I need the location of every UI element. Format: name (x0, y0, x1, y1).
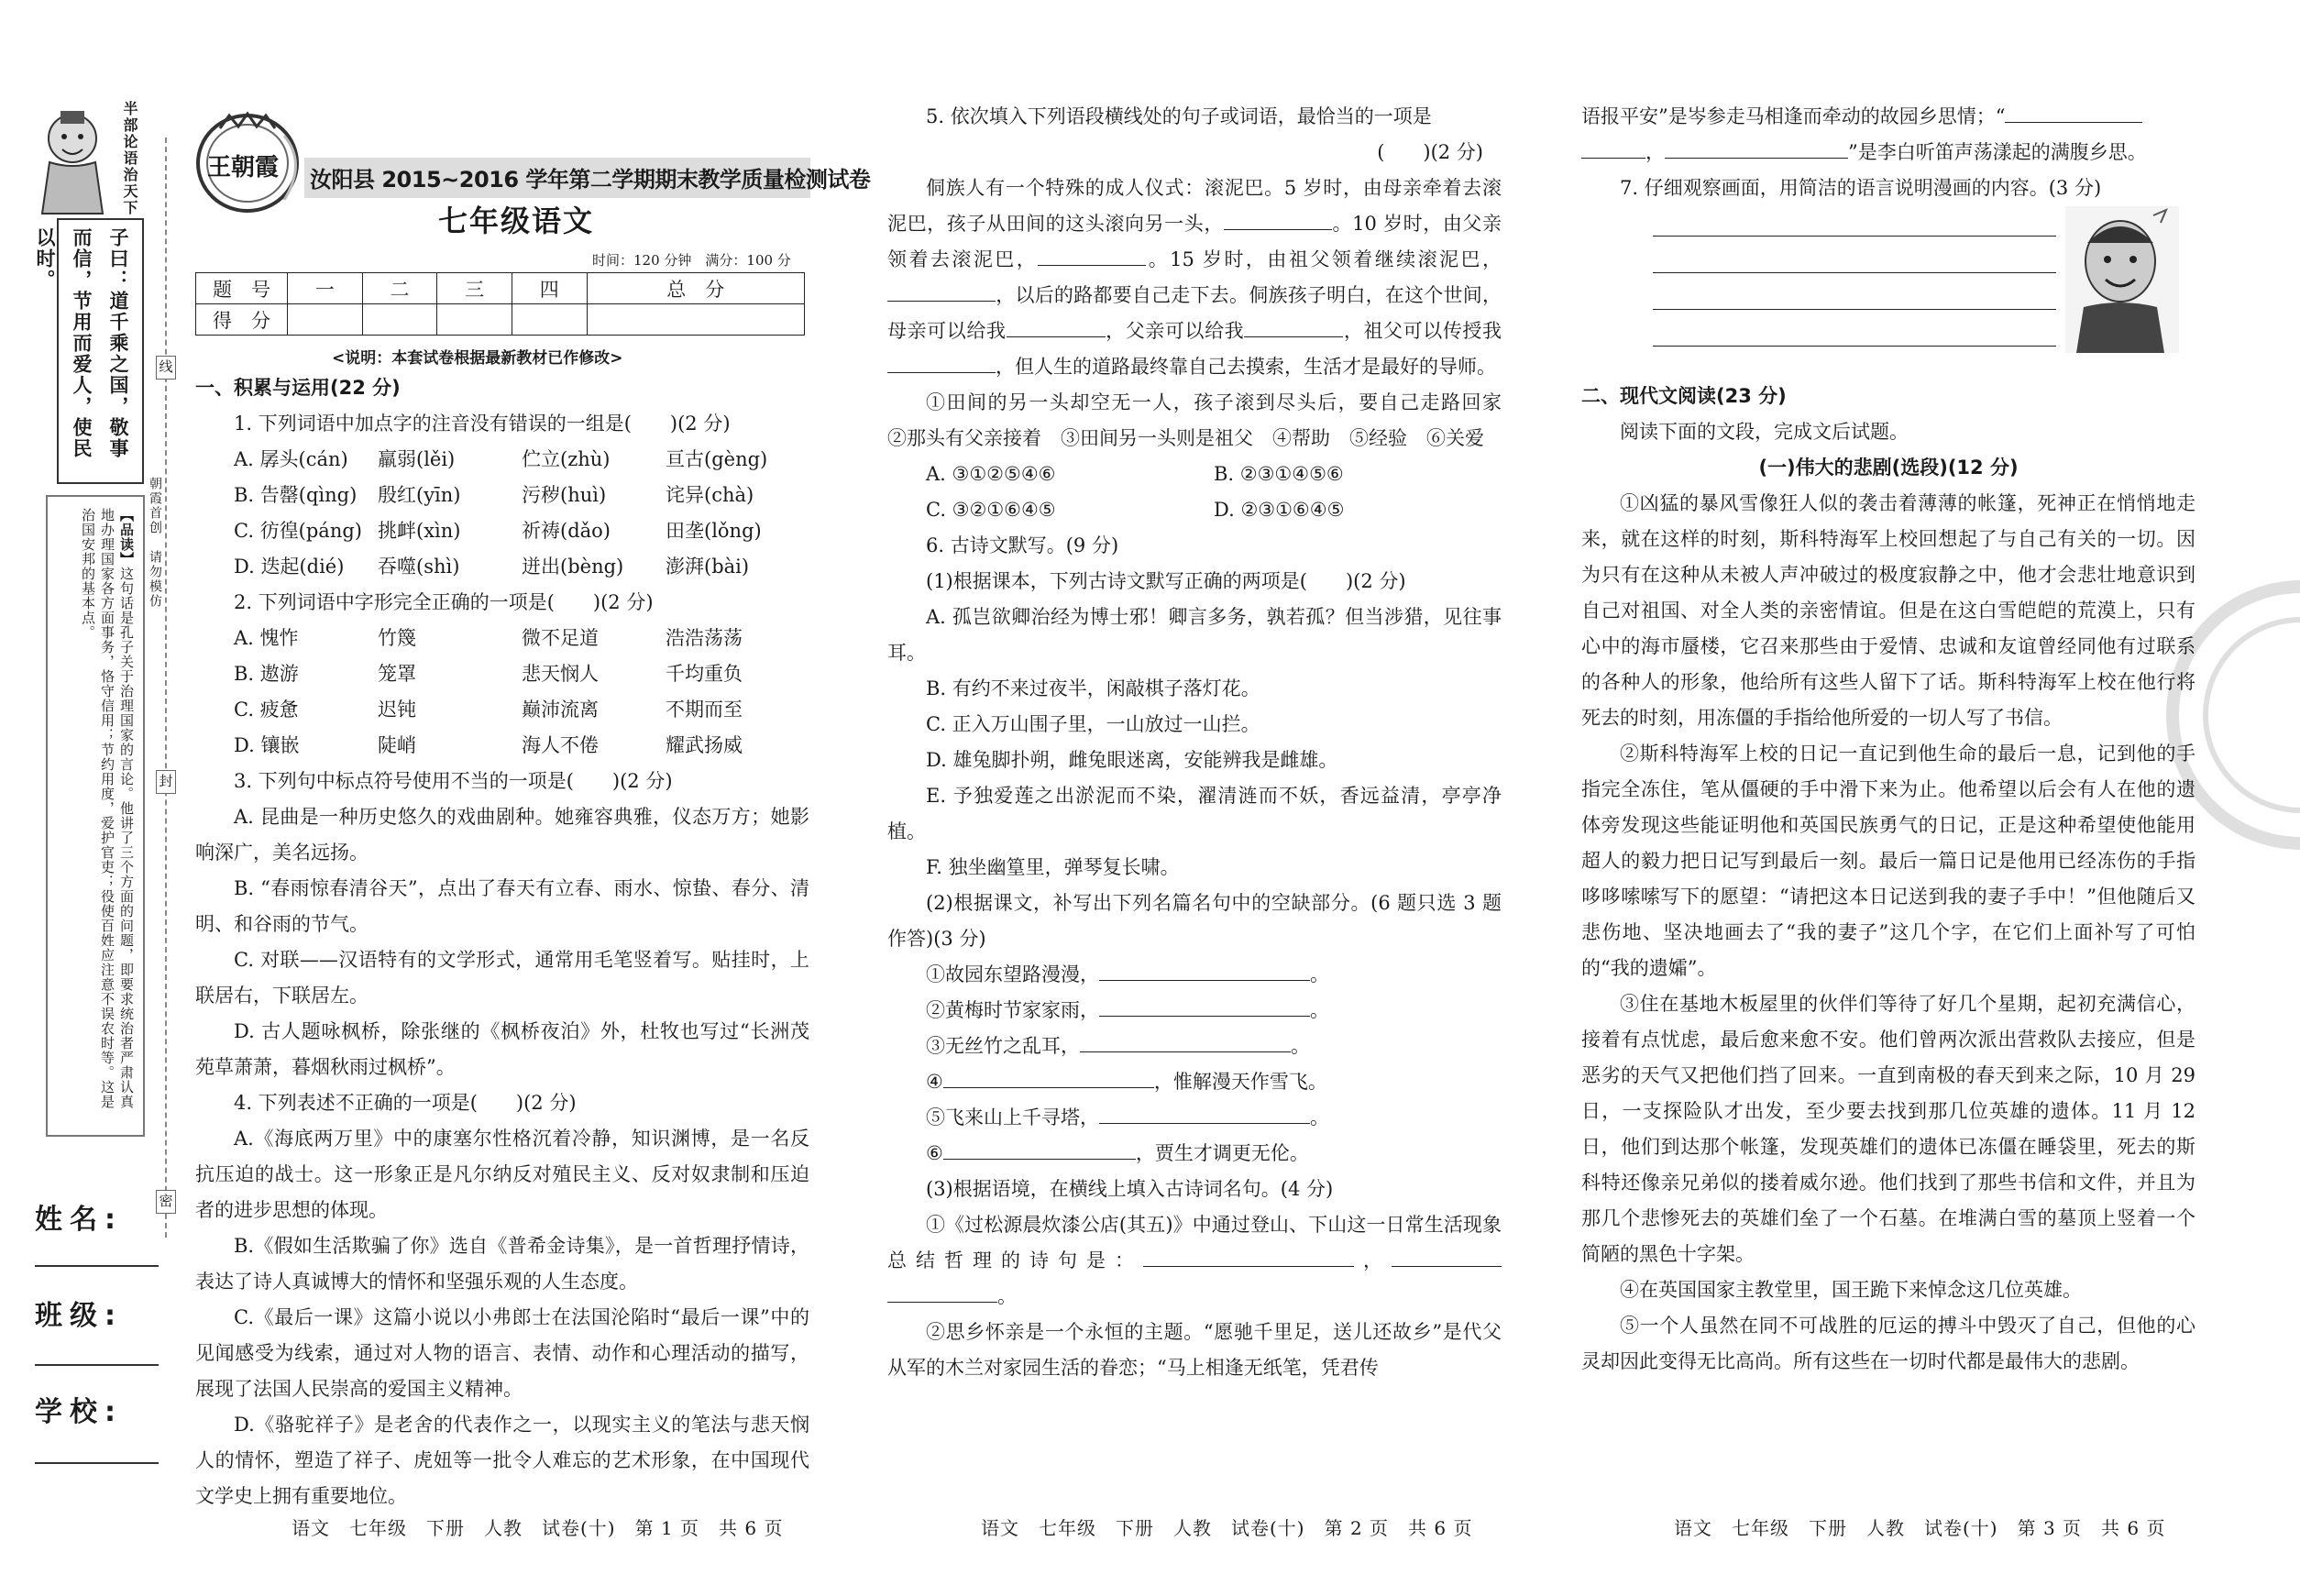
option-text: 亘古(gèng) (666, 448, 768, 470)
score-cell[interactable] (362, 304, 437, 336)
option-text: 田垄(lǒng) (666, 520, 762, 542)
column-3 (1581, 99, 2195, 1380)
option-text: 海人不倦 (522, 734, 599, 756)
q6-2-item (887, 993, 1502, 1029)
option-text: 羸弱(lěi) (378, 448, 456, 470)
q5-text: ，祖父可以传授我 (1343, 320, 1502, 342)
passage-paragraph: ④在英国国家主教堂里，国王跪下来悼念这几位英雄。 (1620, 1279, 2082, 1301)
q6-2-item (887, 1029, 1502, 1064)
line-text: ⑥ (926, 1142, 943, 1164)
option-text: 迟钝 (378, 699, 416, 721)
score-cell[interactable] (587, 304, 805, 336)
name-label: 姓名: (35, 1204, 123, 1236)
option-text: 竹篾 (378, 627, 416, 649)
exam-meta: 时间：120 分钟 满分：100 分 (592, 252, 791, 269)
option-text: A. 愧怍 (234, 627, 299, 649)
question-2: 2. 下列词语中字形完全正确的一项是( )(2 分) (234, 591, 654, 613)
answer-blank[interactable] (1392, 1243, 1502, 1267)
option-text: 挑衅(xìn) (378, 520, 461, 542)
answer-line[interactable] (1653, 236, 2056, 237)
option-text: 澎湃(bài) (666, 556, 750, 578)
q5-blank[interactable] (1244, 314, 1343, 337)
score-table (195, 272, 805, 336)
confucius-cartoon-icon (31, 105, 114, 215)
answer-blank[interactable] (1099, 957, 1310, 981)
option-text: D. 迭起(dié) (234, 556, 345, 578)
exam-note: <说明：本套试卷根据最新教材已作修改> (332, 349, 623, 368)
watermark-seal-icon (2163, 578, 2300, 853)
option-text: 吞噬(shì) (378, 556, 460, 578)
line-text: ⑤飞来山上千寻塔， (926, 1106, 1099, 1128)
q1-option-a[interactable] (195, 442, 809, 478)
line-text: ”是李白听笛声荡漾起的满腹乡思。 (1848, 141, 2147, 163)
banner-small: 半部论语治天下 (121, 101, 138, 216)
passage-title: (一)伟大的悲剧(选段)(12 分) (1758, 457, 2019, 479)
option-text: 巅沛流离 (522, 699, 599, 721)
question-6-3: (3)根据语境，在横线上填入古诗词名句。(4 分) (926, 1178, 1334, 1200)
line-text: ①《过松源晨炊漆公店(其五)》中通过登山、下山这一日常生活现象总结哲理的诗句是： (887, 1214, 1502, 1271)
answer-blank[interactable] (1099, 1100, 1310, 1124)
line-text: 。 (1310, 999, 1329, 1021)
answer-line[interactable] (1653, 272, 2056, 273)
answer-blank[interactable] (1581, 135, 1645, 159)
q5-candidates: ①田间的另一头却空无一人，孩子滚到尽头后，要自己走路回家 ②那头有父亲接着 ③田间另一头则是祖父 ④帮助 ⑤经验 ⑥关爱 (887, 391, 1521, 449)
line-text: ，贾生才调更无伦。 (1135, 1142, 1309, 1164)
line-text: ①故园东望路漫漫， (926, 963, 1099, 985)
option-text: 笼罩 (378, 663, 416, 685)
q6-1-option-d[interactable]: D. 雄兔脚扑朔，雌兔眼迷离，安能辨我是雌雄。 (926, 749, 1338, 771)
line-text: ④ (926, 1071, 943, 1093)
q5-text: 侗族人有一个特殊的成人仪式：滚泥巴。5 岁时，由母亲牵着去滚泥巴，孩子从田间的这头滚向另一头， (887, 177, 1502, 235)
q5-text: 。15 岁时，由祖父领着继续滚泥巴， (1146, 248, 1502, 270)
answer-blank[interactable] (1099, 993, 1310, 1017)
cartoon-illustration-icon (2065, 206, 2179, 353)
reading-intro: 阅读下面的文段，完成文后试题。 (1620, 421, 1909, 443)
question-1: 1. 下列词语中加点字的注音没有错误的一组是( )(2 分) (234, 413, 731, 435)
score-cell[interactable] (288, 304, 363, 336)
question-6-2: (2)根据课文，补写出下列名篇名句中的空缺部分。(6 题只选 3 题作答)(3 分) (887, 892, 1502, 950)
q1-option-d[interactable] (195, 549, 809, 585)
answer-blank[interactable] (943, 1064, 1154, 1088)
q1-option-c[interactable] (195, 513, 809, 549)
q5-text: ，父亲可以给我 (1105, 320, 1245, 342)
confucius-quote: 子曰：道千乘之国，敬事而信，节用而爱人，使民以时。 (34, 227, 129, 459)
school-line[interactable] (35, 1462, 159, 1464)
score-cell: 题 号 (196, 273, 288, 304)
score-cell: 三 (437, 273, 512, 304)
q6-3-a: ①《过松源晨炊漆公店(其五)》中通过登山、下山这一日常生活现象总结哲理的诗句是： ，。 (887, 1214, 1502, 1307)
page-footer-3: 语文 七年级 下册 人教 试卷(十) 第 3 页 共 6 页 (1674, 1517, 2166, 1539)
line-text: 。 (1291, 1035, 1310, 1057)
question-4: 4. 下列表述不正确的一项是( )(2 分) (234, 1092, 577, 1114)
q6-2-item (887, 1064, 1502, 1100)
answer-line[interactable] (1653, 346, 2056, 347)
name-line[interactable] (35, 1265, 159, 1267)
answer-blank[interactable] (943, 1136, 1136, 1160)
school-label: 学校: (35, 1396, 123, 1428)
option-text: 伫立(zhù) (522, 448, 611, 470)
comment-text (78, 508, 136, 1122)
q6-1-option-a[interactable]: A. 孤岂欲卿治经为博士邪！卿言多务，孰若孤？但当涉猎，见往事耳。 (887, 606, 1502, 664)
answer-blank[interactable] (887, 1279, 997, 1303)
q5-option-a[interactable]: A. ③①②⑤④⑥ (926, 463, 1056, 485)
option-text: 微不足道 (522, 627, 599, 649)
passage-paragraph: ③住在基地木板屋里的伙伴们等待了好几个星期，起初充满信心，接着有点忧虑，最后愈来愈不安。他们曾两次派出营救队去接应，但是恶劣的天气又把他们挡了回来。一直到南极的春天到来之际，10 月 29 日，一支探险队才出发，至少要去找到那几位英雄的遗体。11 月 12 日，他们到达那个帐篷，发现英雄们的遗体已冻僵在睡袋里，死去的斯科特还像亲兄弟似的搂着威尔逊。他们找到了那些书信和文件，并且为那几个悲惨死去的英雄们垒了一个石墓。在堆满白雪的墓顶上竖着一个简陋的黑色十字架。 (1581, 993, 2195, 1265)
q6-1-option-f[interactable]: F. 独坐幽篁里，弹琴复长啸。 (926, 856, 1180, 878)
q6-1-option-b[interactable]: B. 有约不来过夜半，闲敲棋子落灯花。 (926, 677, 1260, 699)
answer-blank[interactable] (1143, 1243, 1354, 1267)
q5-option-c[interactable]: C. ③②①⑥④⑤ (926, 499, 1056, 521)
option-text: 不期而至 (666, 699, 743, 721)
fold-line (165, 138, 167, 1238)
page-footer-1: 语文 七年级 下册 人教 试卷(十) 第 1 页 共 6 页 (292, 1517, 784, 1539)
question-3: 3. 下列句中标点符号使用不当的一项是( )(2 分) (234, 770, 673, 792)
q3-option-d[interactable]: D. 古人题咏枫桥，除张继的《枫桥夜泊》外，杜牧也写过“长洲茂苑草萧萧，暮烟秋雨过枫桥”。 (195, 1020, 809, 1078)
option-text: C. 疲惫 (234, 699, 299, 721)
q3-option-b[interactable]: B. “春雨惊春清谷天”，点出了春天有立春、雨水、惊蛰、春分、清明、和谷雨的节气。 (195, 877, 809, 935)
line-text: 。 (1310, 1106, 1329, 1128)
q5-text: ，但人生的道路最终靠自己去摸索，生活才是最好的导师。 (996, 356, 1496, 378)
option-text: 污秽(huì) (522, 484, 607, 506)
line-text: ②黄梅时节家家雨， (926, 999, 1099, 1021)
q6-2-item (887, 957, 1502, 993)
option-text: 耀武扬威 (666, 734, 743, 756)
q6-3-b: ②思乡怀亲是一个永恒的主题。“愿驰千里足，送儿还故乡”是代父从军的木兰对家园生活的眷恋；“马上相逢无纸笔，凭君传 (887, 1321, 1502, 1379)
q5-option-d[interactable]: D. ②③①⑥④⑤ (1214, 499, 1345, 521)
answer-blank[interactable] (1080, 1029, 1291, 1052)
column-2 (887, 99, 1521, 1386)
option-text: 悲天悯人 (522, 663, 599, 685)
q5-text: ，以后的路都要自己走下去。侗族孩子明白，在这个世间，母亲可以给我 (887, 284, 1502, 342)
q4-option-d[interactable]: D.《骆驼祥子》是老舍的代表作之一，以现实主义的笔法与悲天悯人的情怀，塑造了祥子、虎妞等一批令人难忘的艺术形象，在中国现代文学史上拥有重要地位。 (195, 1414, 809, 1507)
passage-paragraph: ①凶猛的暴风雪像狂人似的袭击着薄薄的帐篷，死神正在悄悄地走来，就在这样的时刻，斯科特海军上校回想起了与自己有关的一切。因为只有在这种从未被人声冲破过的极度寂静之中，他才会悲壮地意识到自己对祖国、对全人类的亲密情谊。但是在这白雪皑皑的荒漠上，只有心中的海市蜃楼，它召来那些由于爱情、忠诚和友谊曾经同他有过联系的各种人的形象，他给所有这些人留下了话。斯科特海军上校在他行将死去的时刻，用冻僵的手指给他所爱的一切人写了书信。 (1581, 492, 2195, 729)
q6-1-option-e[interactable]: E. 予独爱莲之出淤泥而不染，濯清涟而不妖，香远益清，亭亭净植。 (887, 785, 1502, 842)
quote-box (34, 218, 144, 484)
column-1 (195, 370, 809, 1514)
score-table-score-row (196, 304, 805, 336)
option-text: A. 孱头(cán) (234, 448, 348, 470)
q5-score: ( )(2 分) (1377, 141, 1483, 163)
comment-box (46, 495, 145, 1137)
q6-1-option-c[interactable]: C. 正入万山围子里，一山放过一山拦。 (926, 713, 1260, 735)
q5-blank[interactable] (887, 278, 996, 302)
q5-blank[interactable] (1038, 242, 1146, 266)
q5-option-b[interactable]: B. ②③①④⑤⑥ (1214, 463, 1344, 485)
q2-option-b[interactable] (195, 656, 809, 692)
option-text: 祈祷(dǎo) (522, 520, 611, 542)
option-text: 千均重负 (666, 663, 743, 685)
option-text: 浩浩荡荡 (666, 627, 743, 649)
answer-blank[interactable] (1665, 135, 1848, 159)
passage-paragraph: ⑤一个人虽然在同不可战胜的厄运的搏斗中毁灭了自己，但他的心灵却因此变得无比高尚。所有这些在一切时代都是最伟大的悲剧。 (1581, 1315, 2195, 1372)
score-cell: 得 分 (196, 304, 288, 336)
option-text: 陡峭 (378, 734, 416, 756)
option-text: B. 告罄(qìng) (234, 484, 358, 506)
q1-option-b[interactable] (195, 478, 809, 513)
answer-line[interactable] (1653, 309, 2056, 310)
q2-option-c[interactable] (195, 692, 809, 728)
score-cell: 二 (362, 273, 437, 304)
q2-option-a[interactable] (195, 621, 809, 656)
line-text: 语报平安”是岑参走马相逢而牵动的故园乡思情；“ (1581, 105, 2006, 127)
score-cell: 一 (288, 273, 363, 304)
fold-mark-mi: 密 (156, 1190, 176, 1214)
slogan: 朝霞首创 请勿模仿 (148, 477, 162, 609)
section-2-heading: 二、现代文阅读(23 分) (1581, 385, 1787, 407)
class-line[interactable] (35, 1364, 159, 1366)
line-text: ③无丝竹之乱耳， (926, 1035, 1080, 1057)
question-7: 7. 仔细观察画面，用简洁的语言说明漫画的内容。(3 分) (1620, 177, 2102, 199)
q4-option-a[interactable]: A.《海底两万里》中的康塞尔性格沉着冷静，知识渊博，是一名反抗压迫的战士。这一形象正是凡尔纳反对殖民主义、反对奴隶制和压迫者的进步思想的体现。 (195, 1128, 809, 1221)
option-text: D. 镶嵌 (234, 734, 300, 756)
line-text: 。 (1310, 963, 1329, 985)
q3-option-a[interactable]: A. 昆曲是一种历史悠久的戏曲剧种。她雍容典雅，仪态万方；她影响深广，美名远扬。 (195, 806, 809, 864)
option-text: 诧异(chà) (666, 484, 754, 506)
page-footer-2: 语文 七年级 下册 人教 试卷(十) 第 2 页 共 6 页 (981, 1517, 1473, 1539)
option-text: C. 彷徨(páng) (234, 520, 362, 542)
option-text: 殷红(yīn) (378, 484, 461, 506)
q5-passage (887, 171, 1502, 385)
fold-mark-feng: 封 (156, 770, 176, 794)
option-text: B. 遨游 (234, 663, 299, 685)
comment-body: 这句话是孔子关于治理国家的言论。他讲了三个方面的问题，即要求统治者严肃认真地办理国家各方面事务，恪守信用；节约用度，爱护官吏；役使百姓应注意不误农时等。这是治国安邦的基本点。 (80, 508, 135, 1109)
question-6: 6. 古诗文默写。(9 分) (926, 534, 1119, 556)
q6-2-item (887, 1100, 1502, 1136)
q4-option-b[interactable]: B.《假如生活欺骗了你》选自《普希金诗集》，是一首哲理抒情诗，表达了诗人真诚博大的情怀和坚强乐观的人生态度。 (195, 1235, 809, 1293)
question-6-1: (1)根据课本，下列古诗文默写正确的两项是( )(2 分) (926, 570, 1406, 592)
score-cell[interactable] (437, 304, 512, 336)
score-table-header-row (196, 273, 805, 304)
answer-blank[interactable] (2005, 99, 2142, 123)
option-text: 迸出(bèng) (522, 556, 624, 578)
comment-label: 【品读】 (118, 508, 135, 567)
q5-blank[interactable] (887, 349, 996, 373)
q2-option-d[interactable] (195, 728, 809, 764)
logo-text: 王朝霞 (207, 154, 280, 182)
q3-option-c[interactable]: C. 对联——汉语特有的文学形式，通常用毛笔竖着写。贴挂时，上联居右，下联居左。 (195, 949, 809, 1007)
passage-paragraph: ②斯科特海军上校的日记一直记到他生命的最后一息，记到他的手指完全冻住，笔从僵硬的手中滑下来为止。他希望以后会有人在他的遗体旁发现这些能证明他和英国民族勇气的日记，正是这种希望使他能用超人的毅力把日记写到最后一刻。最后一篇日记是他用已经冻伤的手指哆哆嗦嗦写下的愿望：“请把这本日记送到我的妻子手中！”但他随后又悲伤地、坚决地画去了“我的妻子”这几个字，在它们上面补写了可怕的“我的遗孀”。 (1581, 743, 2195, 979)
q6-3-b-continued: 语报平安”是岑参走马相逢而牵动的故园乡思情；“ ， ”是李白听笛声荡漾起的满腹乡思。 (1581, 99, 2195, 171)
score-cell[interactable] (512, 304, 587, 336)
question-5: 5. 依次填入下列语段横线处的句子或词语，最恰当的一项是 (926, 105, 1432, 127)
q5-blank[interactable] (1224, 206, 1332, 230)
class-label: 班级: (35, 1300, 123, 1332)
q5-options (887, 457, 1502, 528)
q7-answer-area (1581, 206, 2195, 379)
section-1-heading: 一、积累与运用(22 分) (195, 377, 401, 399)
score-cell: 总 分 (587, 273, 805, 304)
line-text: ，惟解漫天作雪飞。 (1153, 1071, 1327, 1093)
score-cell: 四 (512, 273, 587, 304)
q6-2-item (887, 1136, 1502, 1172)
q4-option-c[interactable]: C.《最后一课》这篇小说以小弗郎士在法国沦陷时“最后一课”中的见闻感受为线索，通过对人物的语言、表情、动作和心理活动的描写，展现了法国人民崇高的爱国主义精神。 (195, 1306, 809, 1400)
exam-title: 汝阳县 2015~2016 学年第二学期期末教学质量检测试卷 (310, 167, 871, 193)
fold-mark-xian: 线 (156, 356, 176, 380)
q5-blank[interactable] (1007, 314, 1106, 337)
q5-text: 。10 岁时，由父亲领着去滚泥巴， (887, 213, 1502, 270)
subject-title: 七年级语文 (438, 204, 595, 238)
